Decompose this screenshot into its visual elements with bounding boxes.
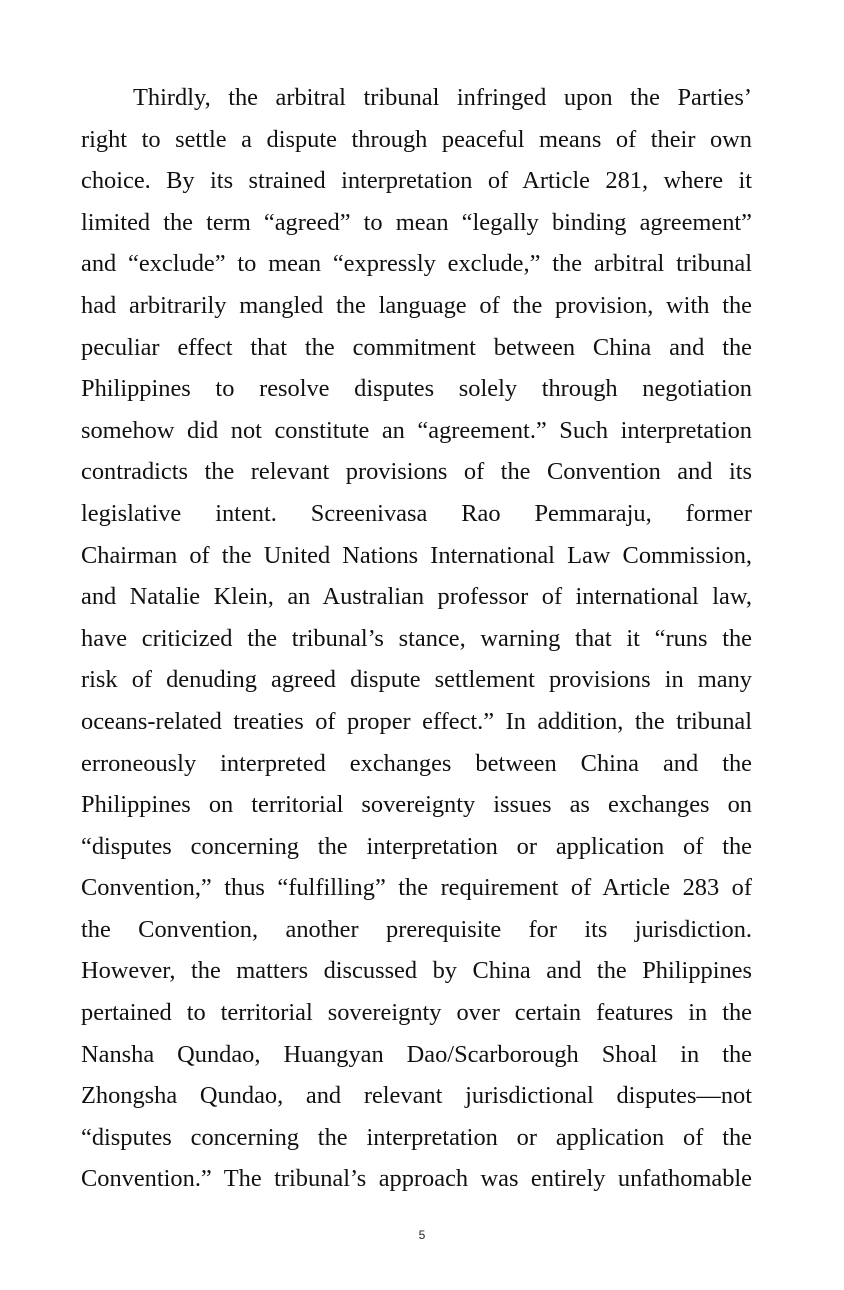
text-line: Philippines on territorial sovereignty issues as exchanges on <box>81 791 752 819</box>
text-line: “disputes concerning the interpretation or application of the <box>81 1123 752 1151</box>
text-line: the Convention, another prerequisite for its jurisdiction. <box>81 915 752 943</box>
text-line: contradicts the relevant provisions of the Convention and its <box>81 458 752 486</box>
body-paragraph <box>81 77 752 1200</box>
text-line: Philippines to resolve disputes solely through negotiation <box>81 375 752 403</box>
text-line: choice. By its strained interpretation of Article 281, where it <box>81 167 752 195</box>
text-line: somehow did not constitute an “agreement.” Such interpretation <box>81 416 752 444</box>
text-line: right to settle a dispute through peaceful means of their own <box>81 125 752 153</box>
text-line: and “exclude” to mean “expressly exclude,” the arbitral tribunal <box>81 250 752 278</box>
text-line: Thirdly, the arbitral tribunal infringed upon the Parties’ <box>133 84 752 111</box>
text-line: Convention.” The tribunal’s approach was entirely unfathomable <box>81 1165 752 1193</box>
text-line: limited the term “agreed” to mean “legally binding agreement” <box>81 208 752 236</box>
text-line: Chairman of the United Nations International Law Commission, <box>81 541 752 569</box>
text-line: oceans-related treaties of proper effect.” In addition, the tribunal <box>81 707 752 735</box>
text-line: However, the matters discussed by China and the Philippines <box>81 957 752 985</box>
text-line: Convention,” thus “fulfilling” the requirement of Article 283 of <box>81 874 752 902</box>
text-line: have criticized the tribunal’s stance, warning that it “runs the <box>81 624 752 652</box>
text-line: Nansha Qundao, Huangyan Dao/Scarborough Shoal in the <box>81 1040 752 1068</box>
text-line: peculiar effect that the commitment between China and the <box>81 333 752 361</box>
text-line: “disputes concerning the interpretation or application of the <box>81 832 752 860</box>
text-line: legislative intent. Screenivasa Rao Pemmaraju, former <box>81 499 752 527</box>
text-line: had arbitrarily mangled the language of the provision, with the <box>81 291 752 319</box>
text-line: pertained to territorial sovereignty over certain features in the <box>81 999 752 1027</box>
text-line: risk of denuding agreed dispute settlement provisions in many <box>81 666 752 694</box>
page-number: 5 <box>418 1228 426 1242</box>
text-line: and Natalie Klein, an Australian professor of international law, <box>81 583 752 611</box>
text-line: erroneously interpreted exchanges between China and the <box>81 749 752 777</box>
text-line: Zhongsha Qundao, and relevant jurisdictional disputes—not <box>81 1082 752 1110</box>
